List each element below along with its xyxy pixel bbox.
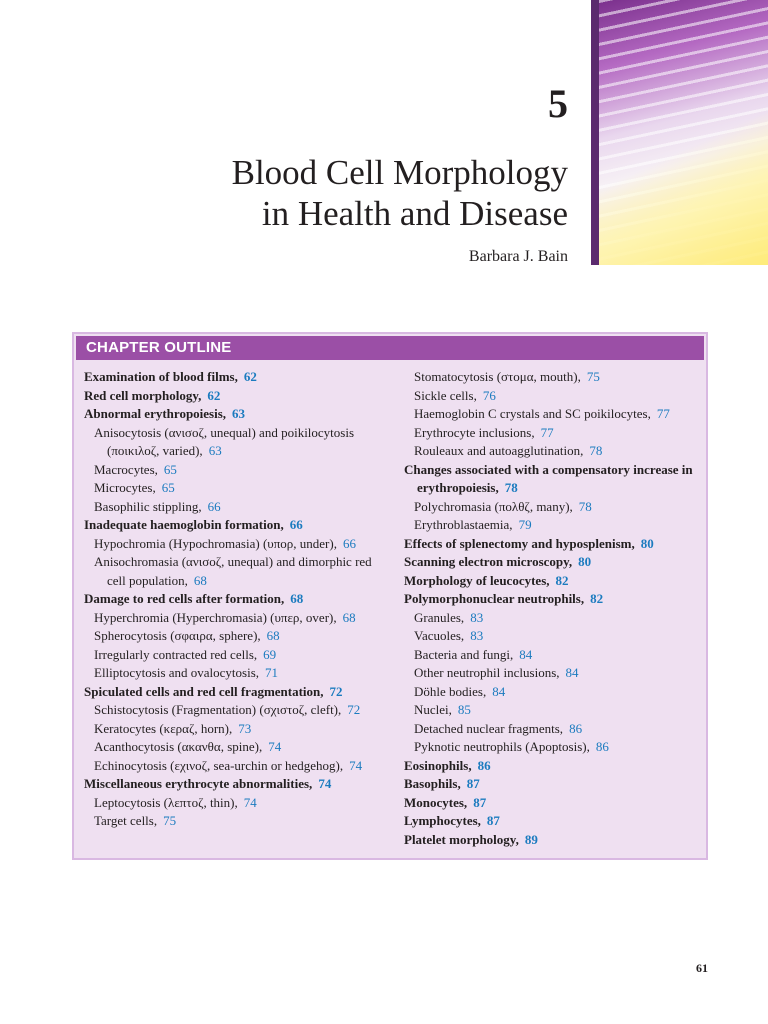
outline-subsection-entry[interactable] xyxy=(84,646,384,665)
outline-entry-page-link[interactable]: 68 xyxy=(266,628,280,643)
outline-entry-title: Erythrocyte inclusions, xyxy=(414,424,535,440)
outline-entry-page-link[interactable]: 87 xyxy=(466,776,480,791)
outline-entry-title: Macrocytes, xyxy=(94,461,158,477)
outline-subsection-entry[interactable] xyxy=(404,627,704,646)
outline-entry-title: Pyknotic neutrophils (Apoptosis), xyxy=(414,739,590,754)
outline-entry-page-link[interactable]: 69 xyxy=(263,646,277,662)
outline-subsection-entry[interactable] xyxy=(404,738,704,757)
outline-entry-title: Detached nuclear fragments, xyxy=(414,720,564,736)
outline-subsection-entry[interactable] xyxy=(404,646,704,665)
outline-entry-page-link[interactable]: 85 xyxy=(457,702,471,717)
outline-subsection-entry[interactable] xyxy=(84,535,384,554)
outline-subsection-entry[interactable] xyxy=(84,757,384,776)
outline-entry-title: Monocytes, xyxy=(404,794,468,810)
outline-entry-title: Hypochromia (Hypochromasia) (υπορ, under), xyxy=(94,535,337,551)
outline-entry-page-link[interactable]: 78 xyxy=(589,443,603,458)
chapter-outline-heading: CHAPTER OUTLINE xyxy=(76,336,704,360)
outline-entry-page-link[interactable]: 82 xyxy=(555,572,569,588)
outline-entry-title: Morphology of leucocytes, xyxy=(404,572,550,588)
chapter-number: 5 xyxy=(548,81,568,126)
outline-subsection-entry[interactable] xyxy=(404,664,704,683)
outline-subsection-entry[interactable] xyxy=(404,387,704,406)
outline-subsection-entry[interactable] xyxy=(84,794,384,813)
outline-subsection-entry[interactable] xyxy=(404,424,704,443)
page-number: 61 xyxy=(696,961,708,975)
outline-section-entry[interactable] xyxy=(404,812,704,831)
outline-entry-title: Elliptocytosis and ovalocytosis, xyxy=(94,665,260,680)
outline-entry-title: Schistocytosis (Fragmentation) (σχιστοζ, cleft), xyxy=(94,702,342,717)
outline-entry-page-link[interactable]: 82 xyxy=(590,591,604,606)
outline-entry-page-link[interactable]: 78 xyxy=(504,480,518,495)
outline-entry-title: Hyperchromia (Hyperchromasia) (υπερ, over), xyxy=(94,609,337,625)
outline-entry-title: Keratocytes (κεραζ, horn), xyxy=(94,720,233,736)
outline-section-entry[interactable] xyxy=(404,461,704,498)
chapter-author: Barbara J. Bain xyxy=(468,248,568,265)
chapter-title-line-1: Blood Cell Morphology xyxy=(231,153,568,192)
outline-entry-title: Haemoglobin C crystals and SC poikilocytes, xyxy=(414,406,651,421)
outline-left-column xyxy=(84,368,384,831)
outline-entry-page-link[interactable]: 75 xyxy=(163,813,177,828)
outline-entry-title: Stomatocytosis (στομα, mouth), xyxy=(414,369,581,384)
outline-entry-title: Polychromasia (πολθζ, many), xyxy=(414,498,573,514)
outline-subsection-entry[interactable] xyxy=(404,498,704,517)
outline-entry-page-link[interactable]: 86 xyxy=(595,739,609,754)
outline-section-entry[interactable] xyxy=(84,405,384,424)
outline-entry-title: Echinocytosis (εχινοζ, sea-urchin or hedgehog), xyxy=(94,757,344,773)
outline-entry-title: Granules, xyxy=(414,609,465,625)
outline-entry-title: Nuclei, xyxy=(414,702,452,717)
outline-right-column xyxy=(404,368,704,849)
outline-section-entry[interactable] xyxy=(84,590,384,609)
outline-section-entry[interactable] xyxy=(404,572,704,591)
outline-entry-title: Sickle cells, xyxy=(414,387,477,403)
outline-subsection-entry[interactable] xyxy=(404,609,704,628)
outline-entry-page-link[interactable]: 86 xyxy=(477,757,491,773)
outline-section-entry[interactable] xyxy=(404,535,704,554)
outline-entry-title: Bacteria and fungi, xyxy=(414,646,514,662)
chapter-title xyxy=(232,152,568,234)
outline-entry-page-link[interactable]: 68 xyxy=(193,572,207,588)
outline-entry-page-link[interactable]: 65 xyxy=(163,461,177,477)
outline-entry-title: Acanthocytosis (ακανθα, spine), xyxy=(94,739,263,754)
outline-entry-title: Anisochromasia (ανισοζ, unequal) and dimorphic red cell population, xyxy=(94,554,372,588)
outline-entry-page-link[interactable]: 63 xyxy=(208,443,222,458)
outline-entry-title: Damage to red cells after formation, xyxy=(84,591,285,606)
outline-section-entry[interactable] xyxy=(84,683,384,702)
outline-subsection-entry[interactable] xyxy=(404,701,704,720)
outline-entry-page-link[interactable]: 77 xyxy=(656,406,670,421)
outline-subsection-entry[interactable] xyxy=(404,720,704,739)
outline-entry-title: Döhle bodies, xyxy=(414,683,487,699)
outline-section-entry[interactable] xyxy=(84,775,384,794)
outline-entry-title: Leptocytosis (λεπτοζ, thin), xyxy=(94,794,238,810)
outline-entry-title: Miscellaneous erythrocyte abnormalities, xyxy=(84,776,313,791)
outline-entry-title: Eosinophils, xyxy=(404,757,472,773)
outline-entry-page-link[interactable]: 89 xyxy=(524,831,538,847)
outline-entry-page-link[interactable]: 71 xyxy=(265,665,279,680)
outline-entry-page-link[interactable]: 83 xyxy=(470,628,484,643)
outline-subsection-entry[interactable] xyxy=(84,720,384,739)
outline-subsection-entry[interactable] xyxy=(84,609,384,628)
outline-entry-title: Basophilic stippling, xyxy=(94,498,202,514)
outline-subsection-entry[interactable] xyxy=(404,683,704,702)
outline-subsection-entry[interactable] xyxy=(404,368,704,387)
outline-entry-title: Inadequate haemoglobin formation, xyxy=(84,517,284,532)
outline-entry-title: Platelet morphology, xyxy=(404,831,519,847)
outline-entry-page-link[interactable]: 74 xyxy=(268,739,282,754)
outline-entry-page-link[interactable]: 78 xyxy=(578,498,592,514)
outline-entry-title: Microcytes, xyxy=(94,480,156,495)
outline-entry-title: Other neutrophil inclusions, xyxy=(414,665,560,680)
outline-entry-page-link[interactable]: 79 xyxy=(518,517,532,532)
outline-entry-title: Target cells, xyxy=(94,813,158,828)
outline-entry-page-link[interactable]: 66 xyxy=(289,517,303,532)
outline-entry-page-link[interactable]: 68 xyxy=(290,591,304,606)
outline-section-entry[interactable] xyxy=(404,775,704,794)
outline-section-entry[interactable] xyxy=(404,590,704,609)
outline-entry-title: Examination of blood films, xyxy=(84,369,238,384)
outline-entry-page-link[interactable]: 77 xyxy=(540,424,554,440)
outline-entry-page-link[interactable]: 66 xyxy=(342,535,356,551)
outline-entry-page-link[interactable]: 62 xyxy=(207,387,221,403)
outline-subsection-entry[interactable] xyxy=(84,461,384,480)
outline-entry-title: Lymphocytes, xyxy=(404,813,481,828)
chapter-cover-image xyxy=(591,0,768,265)
outline-entry-page-link[interactable]: 73 xyxy=(238,720,252,736)
outline-entry-title: Spiculated cells and red cell fragmentation, xyxy=(84,683,324,699)
outline-entry-title: Rouleaux and autoagglutination, xyxy=(414,443,584,458)
outline-entry-page-link[interactable]: 84 xyxy=(492,683,506,699)
outline-entry-page-link[interactable]: 87 xyxy=(473,794,487,810)
outline-subsection-entry[interactable] xyxy=(404,405,704,424)
outline-entry-page-link[interactable]: 63 xyxy=(232,406,246,421)
outline-subsection-entry[interactable] xyxy=(84,701,384,720)
outline-entry-title: Basophils, xyxy=(404,776,461,791)
cover-edge-bar xyxy=(591,0,599,265)
outline-entry-page-link[interactable]: 72 xyxy=(329,683,343,699)
outline-entry-title: Abnormal erythropoiesis, xyxy=(84,406,227,421)
outline-entry-page-link[interactable]: 74 xyxy=(318,776,332,791)
outline-section-entry[interactable] xyxy=(404,757,704,776)
outline-subsection-entry[interactable] xyxy=(404,442,704,461)
outline-entry-title: Scanning electron microscopy, xyxy=(404,554,573,569)
outline-entry-page-link[interactable]: 65 xyxy=(161,480,175,495)
outline-subsection-entry[interactable] xyxy=(84,479,384,498)
outline-entry-page-link[interactable]: 75 xyxy=(586,369,600,384)
chapter-outline-box xyxy=(72,332,708,860)
outline-entry-title: Changes associated with a compensatory increase in erythropoiesis, xyxy=(404,461,693,495)
outline-entry-title: Anisocytosis (ανισοζ, unequal) and poikilocytosis (ποικιλοζ, varied), xyxy=(94,424,355,458)
outline-subsection-entry[interactable] xyxy=(84,664,384,683)
outline-entry-page-link[interactable]: 86 xyxy=(569,720,583,736)
outline-entry-page-link[interactable]: 62 xyxy=(243,369,257,384)
outline-entry-page-link[interactable]: 66 xyxy=(207,498,221,514)
outline-entry-page-link[interactable]: 76 xyxy=(482,387,496,403)
outline-subsection-entry[interactable] xyxy=(84,424,384,461)
outline-section-entry[interactable] xyxy=(84,516,384,535)
outline-subsection-entry[interactable] xyxy=(84,812,384,831)
outline-entry-page-link[interactable]: 68 xyxy=(342,609,356,625)
outline-entry-title: Erythroblastaemia, xyxy=(414,517,513,532)
outline-entry-page-link[interactable]: 74 xyxy=(349,757,363,773)
outline-entry-page-link[interactable]: 84 xyxy=(565,665,579,680)
outline-subsection-entry[interactable] xyxy=(404,516,704,535)
outline-entry-page-link[interactable]: 83 xyxy=(470,609,484,625)
outline-section-entry[interactable] xyxy=(404,553,704,572)
outline-entry-title: Irregularly contracted red cells, xyxy=(94,646,258,662)
outline-entry-title: Red cell morphology, xyxy=(84,387,202,403)
outline-entry-page-link[interactable]: 72 xyxy=(347,702,361,717)
outline-entry-page-link[interactable]: 74 xyxy=(243,794,257,810)
outline-section-entry[interactable] xyxy=(84,368,384,387)
outline-entry-page-link[interactable]: 87 xyxy=(486,813,500,828)
outline-section-entry[interactable] xyxy=(404,794,704,813)
outline-entry-title: Vacuoles, xyxy=(414,628,465,643)
outline-entry-page-link[interactable]: 84 xyxy=(519,646,533,662)
outline-subsection-entry[interactable] xyxy=(84,498,384,517)
chapter-title-line-2: in Health and Disease xyxy=(261,194,568,233)
outline-section-entry[interactable] xyxy=(404,831,704,850)
outline-section-entry[interactable] xyxy=(84,387,384,406)
outline-subsection-entry[interactable] xyxy=(84,738,384,757)
outline-entry-title: Spherocytosis (σφαιρα, sphere), xyxy=(94,628,261,643)
outline-entry-page-link[interactable]: 80 xyxy=(640,535,654,551)
cover-photo xyxy=(599,0,768,265)
outline-subsection-entry[interactable] xyxy=(84,627,384,646)
outline-entry-title: Effects of splenectomy and hyposplenism, xyxy=(404,535,635,551)
outline-subsection-entry[interactable] xyxy=(84,553,384,590)
outline-entry-page-link[interactable]: 80 xyxy=(578,554,592,569)
outline-entry-title: Polymorphonuclear neutrophils, xyxy=(404,591,585,606)
